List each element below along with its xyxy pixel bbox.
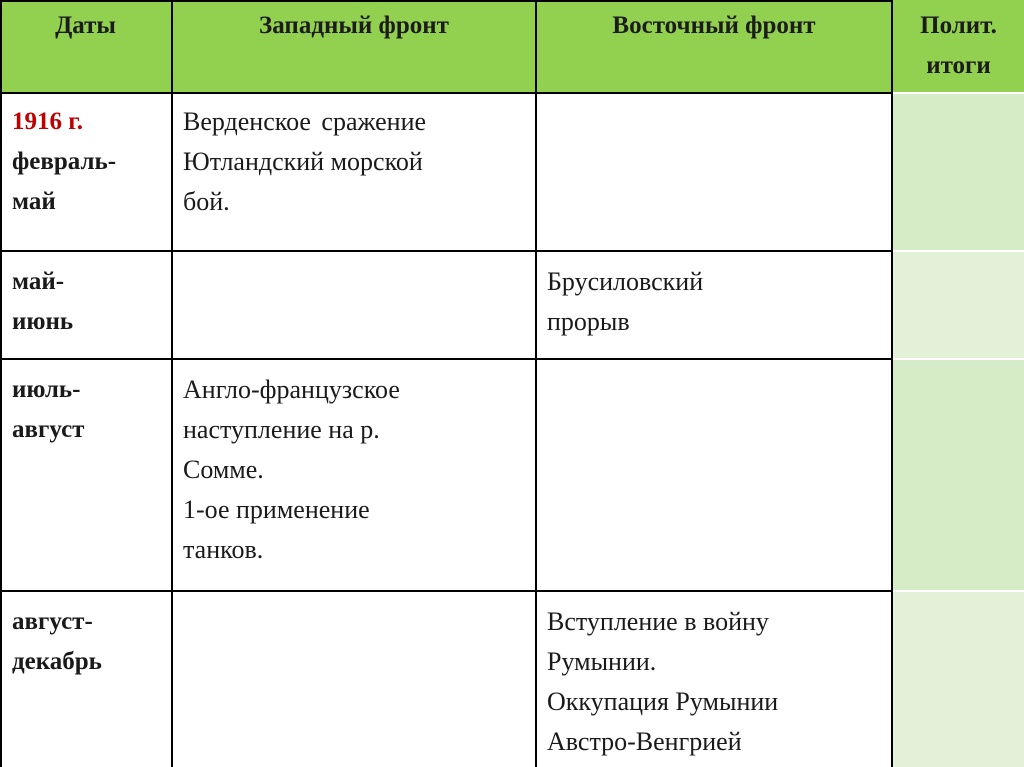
row3-western-line1: Англо-французское — [183, 375, 400, 404]
row3-western-line2: наступление на р. — [183, 415, 380, 444]
grid-line — [0, 590, 893, 592]
grid-line — [171, 0, 173, 767]
header-political-line2: итоги — [926, 52, 991, 79]
political-cell-row2 — [893, 252, 1024, 358]
row1-western-line3: бой. — [183, 187, 230, 216]
row1-western — [183, 102, 528, 222]
grid-line — [891, 0, 893, 767]
row1-date-line1: февраль- — [12, 148, 117, 175]
row2-date-line2: июнь — [12, 308, 74, 335]
grid-line — [535, 0, 537, 767]
row3-western-line4: 1-ое применение — [183, 495, 370, 524]
header-dates: Даты — [55, 12, 116, 39]
row1-date-line2: май — [12, 188, 56, 215]
row2-date-line1: май- — [12, 268, 65, 295]
row1-date — [12, 102, 162, 222]
header-western-front: Западный фронт — [259, 12, 449, 39]
row3-date-line1: июль- — [12, 376, 81, 403]
political-cell-row3 — [893, 360, 1024, 590]
row4-eastern-line4: Австро-Венгрией — [547, 727, 742, 756]
row4-eastern-line2: Румынии. — [547, 647, 657, 676]
row1-year: 1916 г. — [12, 108, 84, 135]
grid-line — [0, 0, 2, 767]
row3-western-line5: танков. — [183, 535, 264, 564]
row3-date — [12, 370, 162, 450]
header-eastern-front: Восточный фронт — [612, 12, 816, 39]
row1-western-line2: Ютландский морской — [183, 147, 423, 176]
grid-line — [0, 0, 893, 2]
grid-line — [0, 358, 893, 360]
row3-date-line2: август — [12, 416, 85, 443]
row4-eastern-line3: Оккупация Румынии — [547, 687, 779, 716]
grid-line — [0, 92, 893, 94]
row3-western — [183, 370, 528, 570]
header-political-line1: Полит. — [920, 12, 997, 39]
row2-eastern-line2: прорыв — [547, 307, 630, 336]
row2-date — [12, 262, 162, 342]
row4-date — [12, 602, 162, 682]
header-political-results — [893, 6, 1024, 86]
row4-eastern — [547, 602, 887, 762]
political-cell-row1 — [893, 94, 1024, 250]
row4-date-line2: декабрь — [12, 648, 102, 675]
political-cell-row4 — [893, 592, 1024, 767]
row2-eastern — [547, 262, 887, 342]
row1-western-line1: Верденское сражение — [183, 107, 427, 136]
row2-eastern-line1: Брусиловский — [547, 267, 704, 296]
row4-date-line1: август- — [12, 608, 93, 635]
row4-eastern-line1: Вступление в войну — [547, 607, 769, 636]
row3-western-line3: Сомме. — [183, 455, 264, 484]
grid-line — [0, 250, 893, 252]
